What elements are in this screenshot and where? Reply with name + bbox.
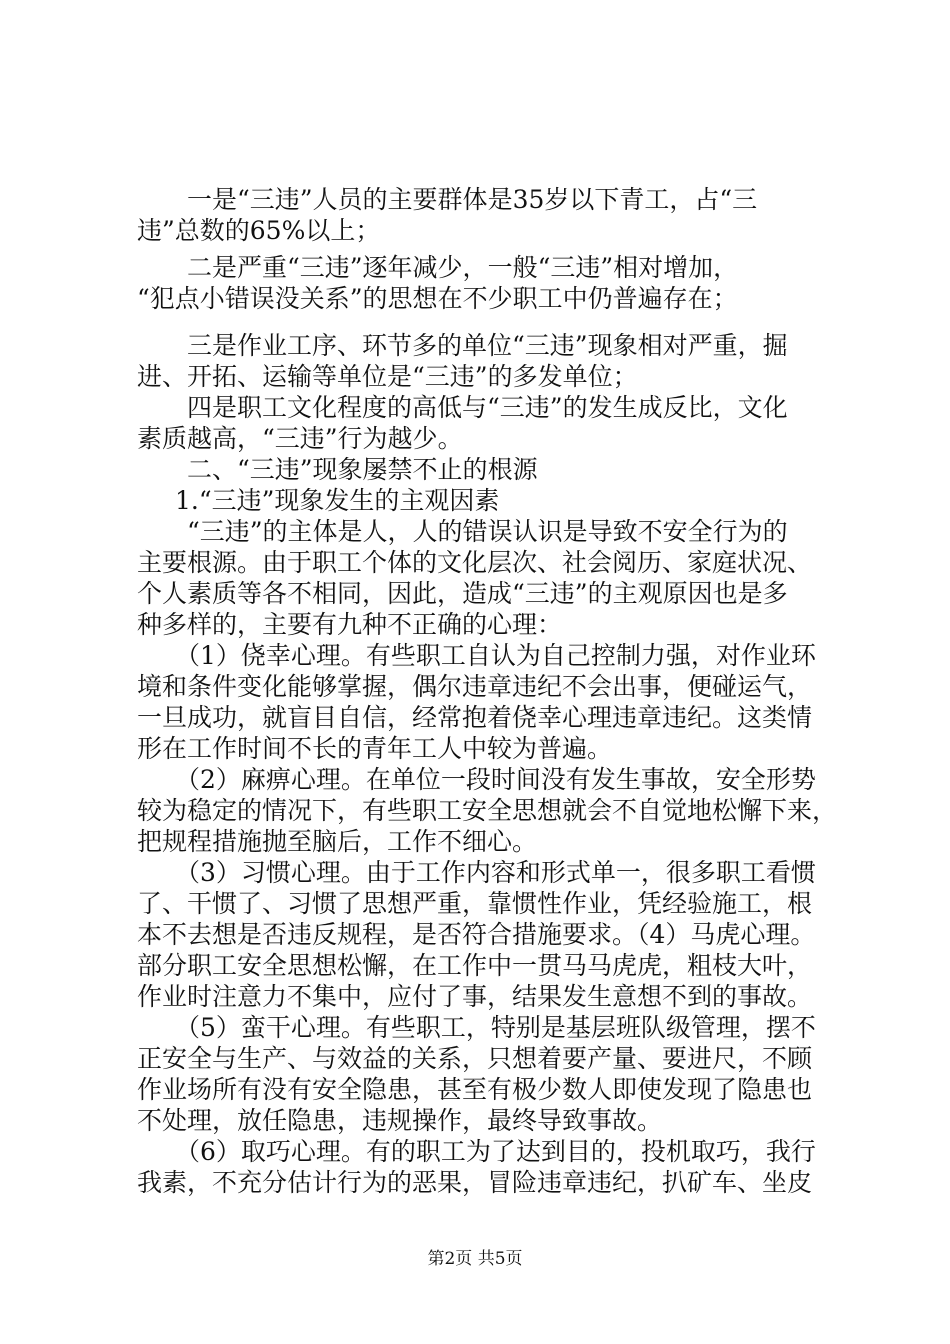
text-line: 作业场所有没有安全隐患，甚至有极少数人即使发现了隐患也 <box>137 1075 813 1104</box>
text-line: 作业时注意力不集中，应付了事，结果发生意想不到的事故。 <box>137 982 813 1011</box>
text-line: 一旦成功，就盲目自信，经常抱着侥幸心理违章违纪。这类情 <box>137 703 813 732</box>
subsection-heading: 1.“三违”现象发生的主观因素 <box>175 486 500 515</box>
text-line: 境和条件变化能够掌握，偶尔违章违纪不会出事，便碰运气， <box>137 672 813 701</box>
text-line: 部分职工安全思想松懈，在工作中一贯马马虎虎，粗枝大叶， <box>137 951 813 980</box>
text-line: 素质越高，“三违”行为越少。 <box>137 424 463 453</box>
text-line: 一是“三违”人员的主要群体是35岁以下青工，占“三 <box>187 185 758 214</box>
text-line: 本不去想是否违反规程，是否符合措施要求。（4）马虎心理。 <box>137 920 816 949</box>
text-line: 主要根源。由于职工个体的文化层次、社会阅历、家庭状况、 <box>137 548 813 577</box>
text-line: 正安全与生产、与效益的关系，只想着要产量、要进尺，不顾 <box>137 1044 813 1073</box>
text-line: 把规程措施抛至脑后，工作不细心。 <box>137 827 538 856</box>
text-line: （2）麻痹心理。在单位一段时间没有发生事故，安全形势 <box>175 765 816 794</box>
text-line: 三是作业工序、环节多的单位“三违”现象相对严重，掘 <box>187 331 788 360</box>
text-line: 形在工作时间不长的青年工人中较为普遍。 <box>137 734 613 763</box>
text-line: 较为稳定的情况下，有些职工安全思想就会不自觉地松懈下来， <box>137 796 838 825</box>
text-line: 我素，不充分估计行为的恶果，冒险违章违纪，扒矿车、坐皮 <box>137 1168 813 1197</box>
text-line: 进、开拓、运输等单位是“三违”的多发单位； <box>137 362 638 391</box>
text-line: 违”总数的65%以上； <box>137 216 381 245</box>
text-line: （1）侥幸心理。有些职工自认为自己控制力强，对作业环 <box>175 641 816 670</box>
page-number: 第2页 共5页 <box>427 1249 523 1269</box>
text-line: （3）习惯心理。由于工作内容和形式单一，很多职工看惯 <box>175 858 816 887</box>
page-footer <box>0 1248 950 1270</box>
text-line: 个人素质等各不相同，因此，造成“三违”的主观原因也是多 <box>137 579 788 608</box>
text-line: 了、干惯了、习惯了思想严重，靠惯性作业，凭经验施工，根 <box>137 889 813 918</box>
section-heading: 二、“三违”现象屡禁不止的根源 <box>187 455 538 484</box>
text-line: “三违”的主体是人，人的错误认识是导致不安全行为的 <box>187 517 788 546</box>
text-line: 二是严重“三违”逐年减少，一般“三违”相对增加， <box>187 253 739 282</box>
text-line: 四是职工文化程度的高低与“三违”的发生成反比，文化 <box>187 393 788 422</box>
text-line: “犯点小错误没关系”的思想在不少职工中仍普遍存在； <box>137 284 738 313</box>
text-line: 种多样的，主要有九种不正确的心理： <box>137 610 563 639</box>
text-line: 不处理，放任隐患，违规操作，最终导致事故。 <box>137 1106 663 1135</box>
text-line: （5）蛮干心理。有些职工，特别是基层班队级管理，摆不 <box>175 1013 816 1042</box>
text-line: （6）取巧心理。有的职工为了达到目的，投机取巧，我行 <box>175 1137 816 1166</box>
